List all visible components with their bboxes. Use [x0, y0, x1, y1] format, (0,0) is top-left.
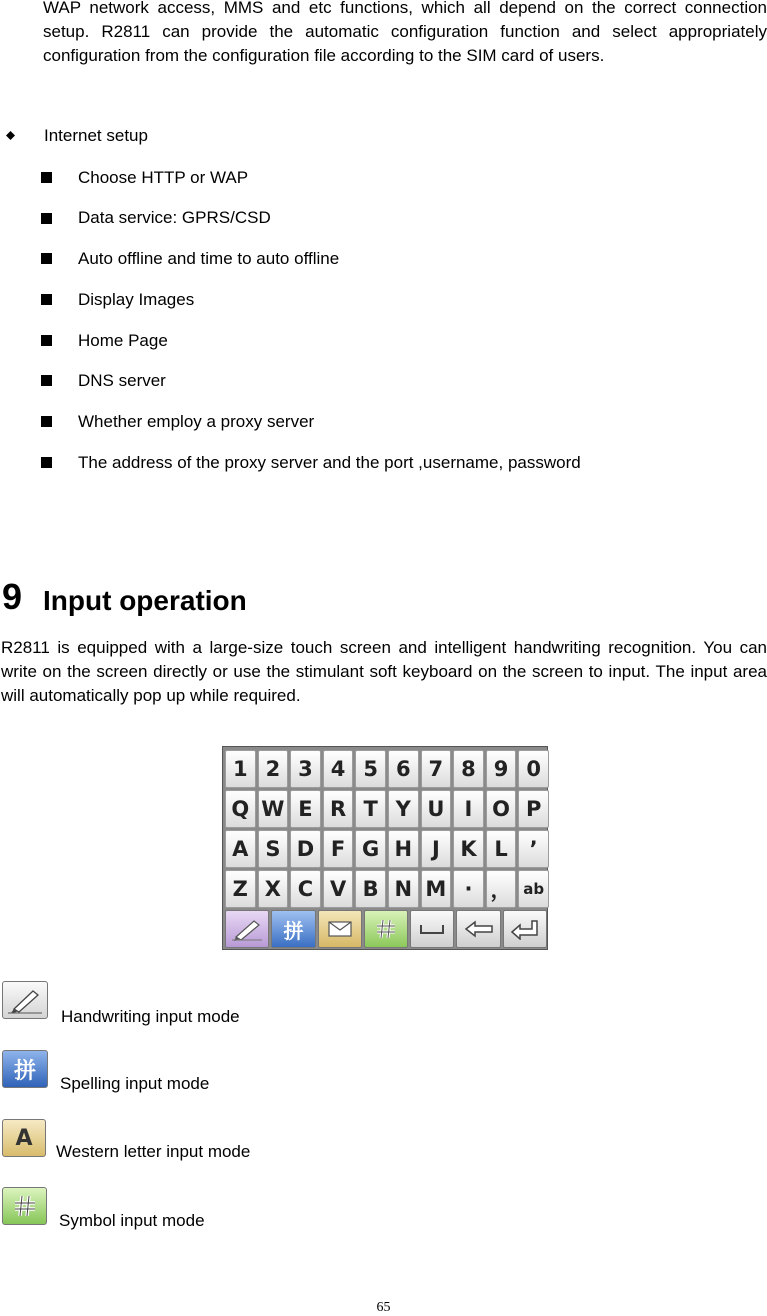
square-bullet-icon: [41, 172, 52, 183]
key-v: V: [323, 870, 354, 908]
key-m: M: [421, 870, 452, 908]
list-item: Choose HTTP or WAP: [78, 168, 249, 187]
key-i: I: [453, 790, 484, 828]
keyboard-row-asdf: [225, 830, 549, 868]
key-a: A: [225, 830, 256, 868]
key-3: 3: [290, 750, 321, 788]
key-1: 1: [225, 750, 256, 788]
key-l: L: [486, 830, 517, 868]
diamond-bullet-icon: [6, 131, 15, 140]
key-f: F: [323, 830, 354, 868]
internet-setup-heading: Internet setup: [44, 126, 148, 145]
keyboard-row-zxcv: [225, 870, 549, 908]
key-k: K: [453, 830, 484, 868]
pinyin-icon: 拼: [271, 910, 315, 948]
list-item: Home Page: [78, 331, 168, 350]
key-q: Q: [225, 790, 256, 828]
mode-label-western: Western letter input mode: [56, 1142, 251, 1161]
enter-icon: [503, 910, 547, 948]
list-item: Auto offline and time to auto offline: [78, 249, 340, 268]
key-g: G: [355, 830, 386, 868]
key-8: 8: [453, 750, 484, 788]
keyboard-row-qwerty: [225, 790, 549, 828]
keyboard-row-numbers: [225, 750, 549, 788]
square-bullet-icon: [41, 213, 52, 224]
key-ab: ab: [518, 870, 549, 908]
backspace-icon: [456, 910, 500, 948]
key-w: W: [258, 790, 289, 828]
list-item: Whether employ a proxy server: [78, 412, 315, 431]
key-r: R: [323, 790, 354, 828]
key-9: 9: [486, 750, 517, 788]
square-bullet-icon: [41, 457, 52, 468]
list-item: DNS server: [78, 371, 166, 390]
key-comma: ，: [486, 870, 517, 908]
pen-icon: [225, 910, 269, 948]
key-u: U: [421, 790, 452, 828]
key-7: 7: [421, 750, 452, 788]
key-z: Z: [225, 870, 256, 908]
key-5: 5: [355, 750, 386, 788]
key-4: 4: [323, 750, 354, 788]
key-j: J: [421, 830, 452, 868]
square-bullet-icon: [41, 375, 52, 386]
section-title: Input operation: [43, 585, 247, 616]
square-bullet-icon: [41, 294, 52, 305]
page-number: 65: [376, 1300, 391, 1315]
key-e: E: [290, 790, 321, 828]
intro-paragraph: WAP network access, MMS and etc functions, which all depend on the correct connection setup. R2811 can provide the automatic configuration function and select appropriately configuration from the configuration file according to the SIM card of users.: [43, 0, 767, 65]
space-icon: [410, 910, 454, 948]
key-y: Y: [388, 790, 419, 828]
pinyin-icon: 拼: [2, 1050, 48, 1088]
key-x: X: [258, 870, 289, 908]
soft-keyboard: [222, 746, 548, 950]
mail-icon: [318, 910, 362, 948]
hash-icon: [2, 1187, 47, 1225]
key-n: N: [388, 870, 419, 908]
square-bullet-icon: [41, 335, 52, 346]
list-item: Data service: GPRS/CSD: [78, 208, 271, 227]
key-apostrophe: ’: [518, 830, 549, 868]
mode-label-handwriting: Handwriting input mode: [61, 1007, 240, 1026]
section-body: R2811 is equipped with a large-size touch screen and intelligent handwriting recognition. You can write on the screen directly or use the stimulant soft keyboard on the screen to input. The input area will automatically pop up while required.: [1, 638, 767, 705]
key-c: C: [290, 870, 321, 908]
key-b: B: [355, 870, 386, 908]
square-bullet-icon: [41, 416, 52, 427]
mode-label-spelling: Spelling input mode: [60, 1074, 210, 1093]
list-item: Display Images: [78, 290, 195, 309]
square-bullet-icon: [41, 253, 52, 264]
handwriting-mode-pen-icon: [2, 981, 48, 1019]
key-t: T: [355, 790, 386, 828]
key-2: 2: [258, 750, 289, 788]
section-number: 9: [2, 576, 23, 617]
hash-icon: [364, 910, 408, 948]
key-o: O: [486, 790, 517, 828]
key-h: H: [388, 830, 419, 868]
keyboard-row-functions: [225, 910, 547, 948]
mode-label-symbol: Symbol input mode: [59, 1211, 205, 1230]
key-p: P: [518, 790, 549, 828]
key-6: 6: [388, 750, 419, 788]
key-s: S: [258, 830, 289, 868]
letter-a-icon: A: [2, 1119, 46, 1157]
key-d: D: [290, 830, 321, 868]
key-middle-dot: ·: [453, 870, 484, 908]
key-0: 0: [518, 750, 549, 788]
list-item: The address of the proxy server and the port ,username, password: [78, 453, 581, 472]
